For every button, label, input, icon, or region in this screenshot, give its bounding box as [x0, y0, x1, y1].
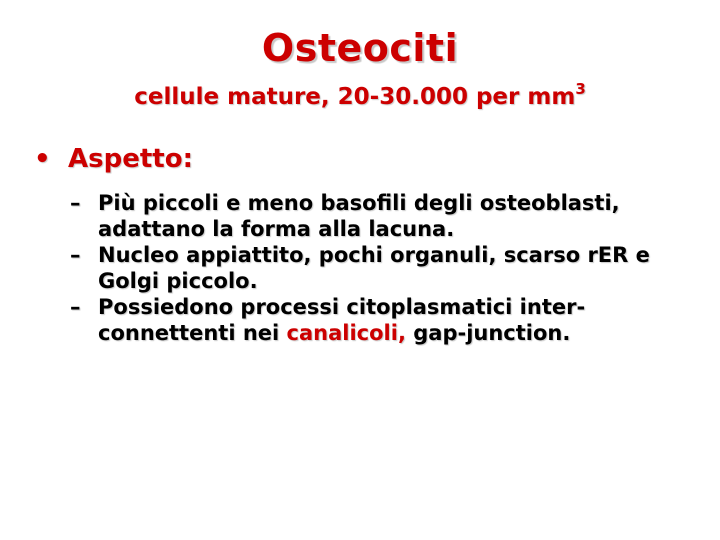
sub-item-text-end: gap-junction.: [405, 321, 571, 345]
dash-icon: –: [70, 243, 81, 267]
sub-item-list: [70, 190, 710, 346]
slide-subtitle: [0, 82, 720, 112]
bullet-heading: [34, 142, 193, 176]
sub-item-size: [70, 190, 710, 242]
bullet-icon: •: [34, 144, 51, 174]
sub-item-processes: [70, 294, 710, 346]
sub-item-nucleus: [70, 242, 710, 294]
dash-icon: –: [70, 295, 81, 319]
sub-item-text: Nucleo appiattito, pochi organuli, scarso rER e Golgi piccolo.: [98, 243, 650, 293]
dash-icon: –: [70, 191, 81, 215]
bullet-label: Aspetto:: [68, 144, 193, 174]
sub-item-text: Possiedono processi citoplasmatici inter-connettenti nei: [98, 295, 586, 345]
canalicoli-highlight: canalicoli,: [286, 321, 406, 345]
slide-title: Osteociti: [261, 26, 459, 70]
subtitle-text: cellule mature, 20-30.000 per mm: [134, 84, 576, 110]
sub-item-text: Più piccoli e meno basofili degli osteoblasti, adattano la forma alla lacuna.: [98, 191, 620, 241]
subtitle-superscript: 3: [575, 80, 586, 98]
